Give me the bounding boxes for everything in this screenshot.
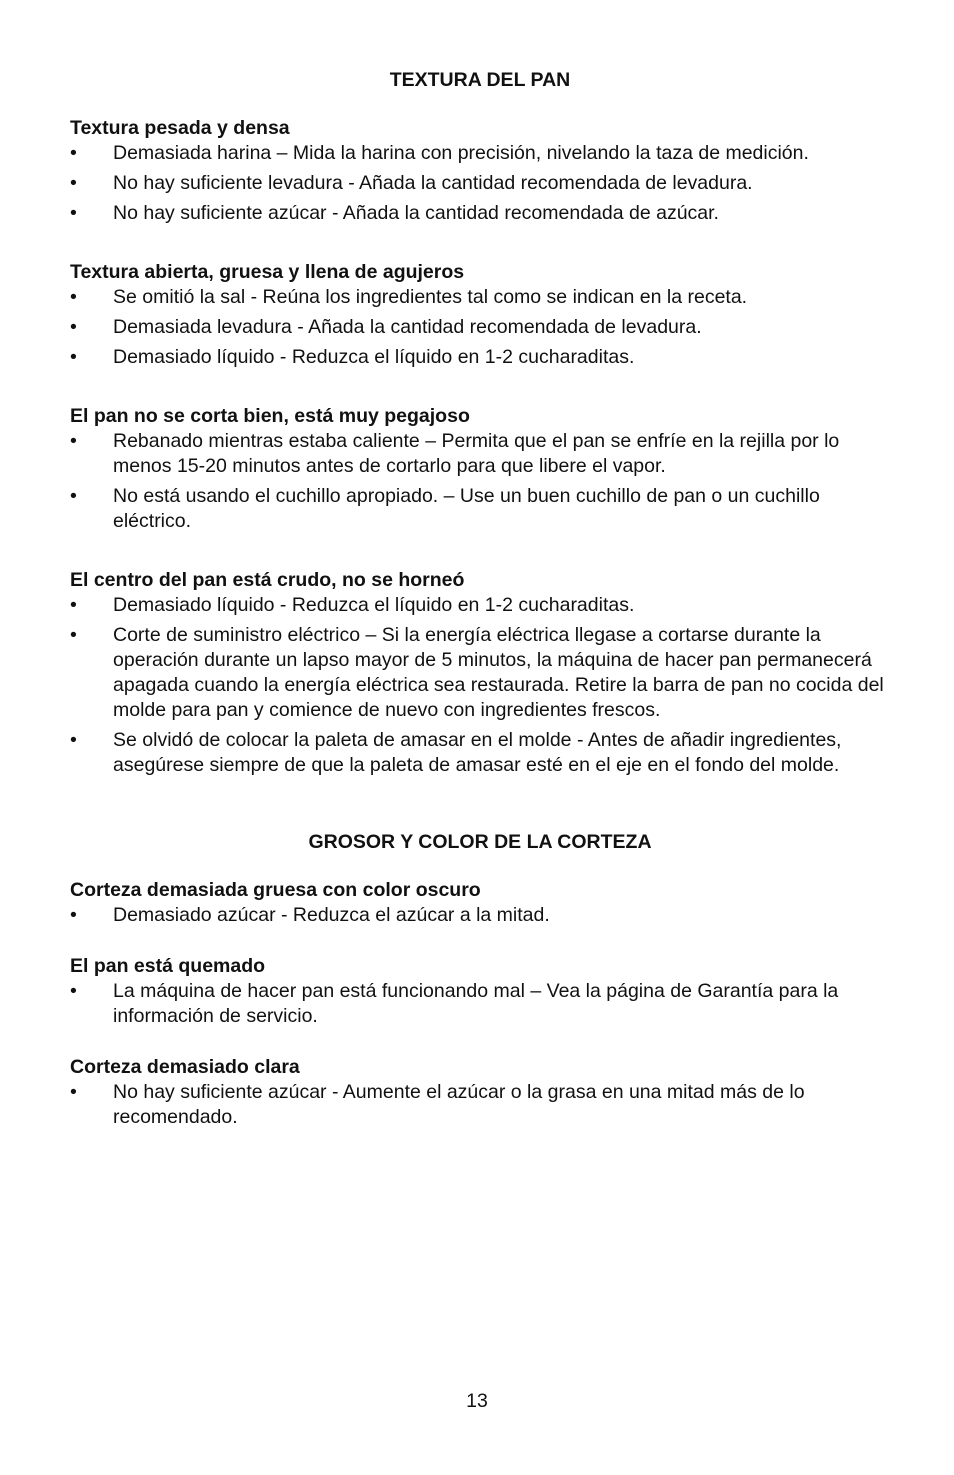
list-item-text: Demasiado azúcar - Reduzca el azúcar a la mitad. <box>113 904 550 926</box>
list-item <box>70 141 890 166</box>
group-heading: El pan está quemado <box>70 955 266 977</box>
bullet-icon: • <box>70 346 77 368</box>
bullet-list <box>70 1080 890 1130</box>
bullet-icon: • <box>70 1081 77 1103</box>
bullet-icon: • <box>70 142 77 164</box>
list-item-text: No hay suficiente levadura - Añada la cantidad recomendada de levadura. <box>113 172 753 194</box>
list-item-text: Rebanado mientras estaba caliente – Permita que el pan se enfríe en la rejilla por lo menos 15-20 minutos antes de cortarlo para que libere el vapor. <box>113 430 840 477</box>
list-item <box>70 171 890 196</box>
list-item-text: Demasiado líquido - Reduzca el líquido en 1-2 cucharaditas. <box>113 594 635 616</box>
list-item-text: Se olvidó de colocar la paleta de amasar en el molde - Antes de añadir ingredientes, asegúrese siempre de que la paleta de amasar esté en el eje en el fondo del molde. <box>113 729 842 776</box>
bullet-icon: • <box>70 904 77 926</box>
list-item <box>70 728 890 778</box>
group-heading: Textura pesada y densa <box>70 117 290 139</box>
page-number: 13 <box>466 1390 488 1412</box>
list-item-text: No hay suficiente azúcar - Aumente el azúcar o la grasa en una mitad más de lo recomendado. <box>113 1081 805 1128</box>
group-heading: El pan no se corta bien, está muy pegajoso <box>70 405 470 427</box>
list-item <box>70 429 890 479</box>
bullet-icon: • <box>70 202 77 224</box>
bullet-icon: • <box>70 980 77 1002</box>
list-item-text: No está usando el cuchillo apropiado. – Use un buen cuchillo de pan o un cuchillo eléctrico. <box>113 485 820 532</box>
section-title: TEXTURA DEL PAN <box>389 69 571 91</box>
troubleshoot-group <box>70 568 890 778</box>
list-item <box>70 623 890 723</box>
section-bread-texture <box>70 68 890 778</box>
bullet-list <box>70 593 890 778</box>
list-item <box>70 903 890 928</box>
troubleshoot-group <box>70 116 890 226</box>
list-item <box>70 345 890 370</box>
bullet-icon: • <box>70 624 77 646</box>
list-item <box>70 1080 890 1130</box>
bullet-list <box>70 903 890 928</box>
troubleshoot-group <box>70 1055 890 1130</box>
troubleshoot-group <box>70 878 890 928</box>
section-crust <box>70 830 890 1130</box>
list-item-text: La máquina de hacer pan está funcionando mal – Vea la página de Garantía para la información de servicio. <box>113 980 839 1027</box>
list-item <box>70 593 890 618</box>
bullet-list <box>70 285 890 370</box>
list-item-text: Demasiado líquido - Reduzca el líquido en 1-2 cucharaditas. <box>113 346 635 368</box>
list-item <box>70 201 890 226</box>
troubleshoot-group <box>70 404 890 534</box>
troubleshoot-group <box>70 954 890 1029</box>
section-title: GROSOR Y COLOR DE LA CORTEZA <box>308 831 652 853</box>
bullet-icon: • <box>70 485 77 507</box>
group-heading: Corteza demasiado clara <box>70 1056 300 1078</box>
list-item <box>70 979 890 1029</box>
bullet-icon: • <box>70 172 77 194</box>
bullet-icon: • <box>70 594 77 616</box>
bullet-icon: • <box>70 729 77 751</box>
group-heading: Corteza demasiada gruesa con color oscuro <box>70 879 481 901</box>
bullet-icon: • <box>70 430 77 452</box>
bullet-icon: • <box>70 316 77 338</box>
group-heading: El centro del pan está crudo, no se horneó <box>70 569 465 591</box>
list-item-text: No hay suficiente azúcar - Añada la cantidad recomendada de azúcar. <box>113 202 719 224</box>
list-item <box>70 315 890 340</box>
troubleshoot-group <box>70 260 890 370</box>
bullet-list <box>70 141 890 226</box>
list-item-text: Demasiada harina – Mida la harina con precisión, nivelando la taza de medición. <box>113 142 809 164</box>
group-heading: Textura abierta, gruesa y llena de agujeros <box>70 261 465 283</box>
page-content <box>70 68 890 1130</box>
list-item-text: Corte de suministro eléctrico – Si la energía eléctrica llegase a cortarse durante la operación durante un lapso mayor de 5 minutos, la máquina de hacer pan permanecerá apagada cuando la energía eléctrica sea restaurada. Retire la barra de pan no cocida del molde para pan y comience de nuevo con ingredientes frescos. <box>113 624 884 721</box>
bullet-list <box>70 979 890 1029</box>
list-item <box>70 484 890 534</box>
list-item-text: Se omitió la sal - Reúna los ingredientes tal como se indican en la receta. <box>113 286 748 308</box>
bullet-list <box>70 429 890 534</box>
list-item-text: Demasiada levadura - Añada la cantidad recomendada de levadura. <box>113 316 702 338</box>
list-item <box>70 285 890 310</box>
bullet-icon: • <box>70 286 77 308</box>
